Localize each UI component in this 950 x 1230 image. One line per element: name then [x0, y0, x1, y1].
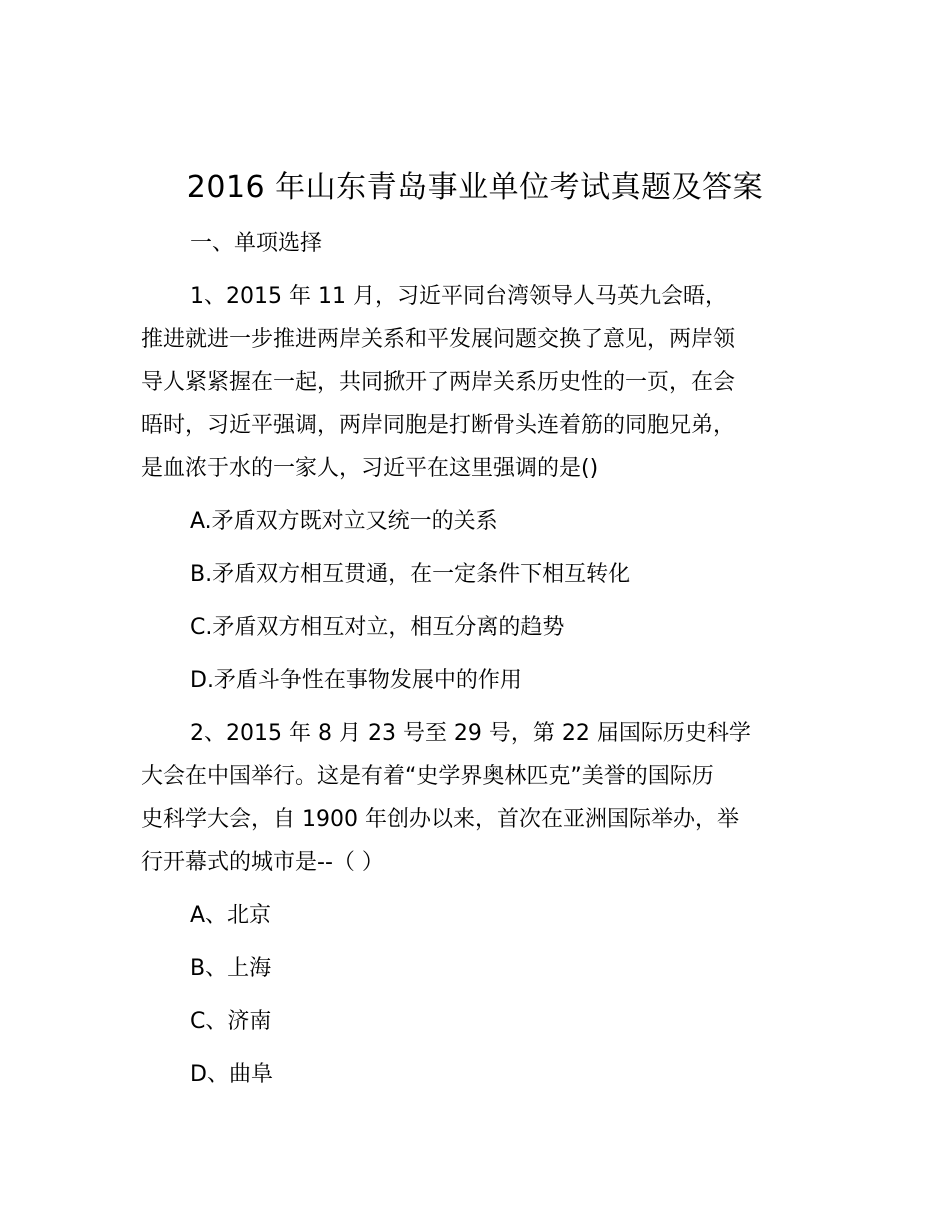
question-1-line-4: 晤时，习近平强调，两岸同胞是打断骨头连着筋的同胞兄弟， [141, 413, 736, 438]
question-1-option-a: A.矛盾双方既对立又统一的关系 [190, 509, 498, 534]
question-2-line-3: 史科学大会，自 1900 年创办以来，首次在亚洲国际举办，举 [141, 807, 739, 832]
question-2-option-a: A、北京 [190, 903, 272, 928]
question-2-line-4: 行开幕式的城市是--（ ） [141, 850, 384, 875]
question-1 [141, 275, 813, 702]
page-title: 2016 年山东青岛事业单位考试真题及答案 [186, 170, 764, 205]
question-2-line-1: 2、2015 年 8 月 23 号至 29 号，第 22 届国际历史科学 [190, 721, 751, 746]
question-2 [141, 712, 813, 1096]
question-1-line-1: 1、2015 年 11 月，习近平同台湾领导人马英九会晤， [190, 284, 727, 309]
question-2-option-d: D、曲阜 [190, 1062, 273, 1087]
question-2-option-c: C、济南 [190, 1009, 272, 1034]
question-2-option-b: B、上海 [190, 956, 272, 981]
question-1-line-3: 导人紧紧握在一起，共同掀开了两岸关系历史性的一页，在会 [141, 370, 736, 395]
question-2-line-2: 大会在中国举行。这是有着“史学界奥林匹克”美誉的国际历 [141, 764, 714, 789]
question-1-line-2: 推进就进一步推进两岸关系和平发展问题交换了意见，两岸领 [141, 327, 736, 352]
document-body [141, 222, 813, 1106]
question-1-text [141, 318, 813, 490]
question-2-text [141, 755, 813, 884]
question-1-line-5: 是血浓于水的一家人，习近平在这里强调的是() [141, 456, 599, 481]
question-1-option-b: B.矛盾双方相互贯通，在一定条件下相互转化 [190, 562, 631, 587]
section-heading: 一、单项选择 [190, 231, 323, 256]
question-1-option-d: D.矛盾斗争性在事物发展中的作用 [190, 668, 522, 693]
question-1-option-c: C.矛盾双方相互对立，相互分离的趋势 [190, 615, 565, 640]
